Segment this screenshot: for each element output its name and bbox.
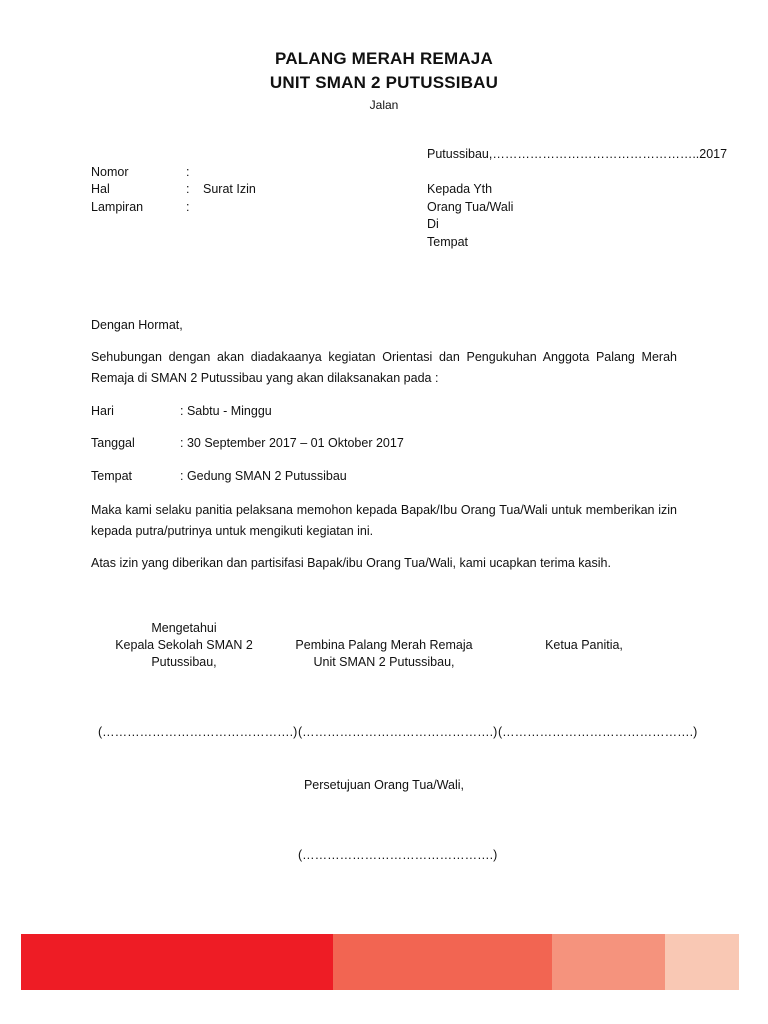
signature-3-label: Ketua Panitia, (545, 638, 623, 652)
closing-paragraph: Atas izin yang diberikan dan partisifasi Bapak/ibu Orang Tua/Wali, kami ucapkan terima kasih. (91, 556, 611, 570)
nomor-separator: : (186, 165, 190, 179)
parent-approval-label: Persetujuan Orang Tua/Wali, (303, 778, 465, 792)
parent-signature-blank: (……………………………………….) (298, 848, 498, 862)
footer-bar-salmon (552, 934, 665, 990)
org-unit: UNIT SMAN 2 PUTUSSIBAU (269, 73, 499, 92)
recipient-line: Kepada Yth (427, 182, 493, 196)
detail-label-hari: Hari (91, 404, 114, 418)
recipient-line: Di (427, 217, 439, 231)
org-title: PALANG MERAH REMAJA (275, 49, 493, 68)
detail-label-tempat: Tempat (91, 469, 132, 483)
hal-separator: : (186, 182, 190, 196)
nomor-label: Nomor (91, 165, 129, 179)
signature-1-label-1: Mengetahui (151, 621, 217, 635)
detail-value-tempat: : Gedung SMAN 2 Putussibau (180, 469, 347, 483)
footer-bar-red (21, 934, 333, 990)
detail-label-tanggal: Tanggal (91, 436, 135, 450)
lampiran-separator: : (186, 200, 190, 214)
org-address: Jalan (369, 98, 399, 112)
recipient-line: Orang Tua/Wali (427, 200, 514, 214)
request-paragraph: Maka kami selaku panitia pelaksana memohon kepada Bapak/Ibu Orang Tua/Wali untuk memberikan izin kepada putra/putrinya untuk mengikuti kegiatan ini. (91, 503, 677, 538)
signature-3-blank: (……………………………………….) (498, 725, 698, 739)
signature-2-label-2: Unit SMAN 2 Putussibau, (313, 655, 455, 669)
hal-value: Surat Izin (203, 182, 256, 196)
signature-2-label-1: Pembina Palang Merah Remaja (295, 638, 473, 652)
detail-value-hari: : Sabtu - Minggu (180, 404, 272, 418)
recipient-line: Tempat (427, 235, 468, 249)
lampiran-label: Lampiran (91, 200, 144, 214)
signature-1-blank: (……………………………………….) (98, 725, 298, 739)
footer-bar-coral (333, 934, 552, 990)
signature-1-label-3: Putussibau, (151, 655, 217, 669)
intro-paragraph: Sehubungan dengan akan diadakaanya kegiatan Orientasi dan Pengukuhan Anggota Palang Merah Remaja di SMAN 2 Putussibau yang akan dilaksanakan pada : (91, 350, 677, 385)
place-date: Putussibau,…………………………………………..2017 (427, 147, 728, 161)
footer-bar-peach (665, 934, 739, 990)
detail-value-tanggal: : 30 September 2017 – 01 Oktober 2017 (180, 436, 404, 450)
greeting: Dengan Hormat, (91, 318, 183, 332)
hal-label: Hal (91, 182, 110, 196)
signature-2-blank: (……………………………………….) (298, 725, 498, 739)
signature-1-label-2: Kepala Sekolah SMAN 2 (115, 638, 253, 652)
